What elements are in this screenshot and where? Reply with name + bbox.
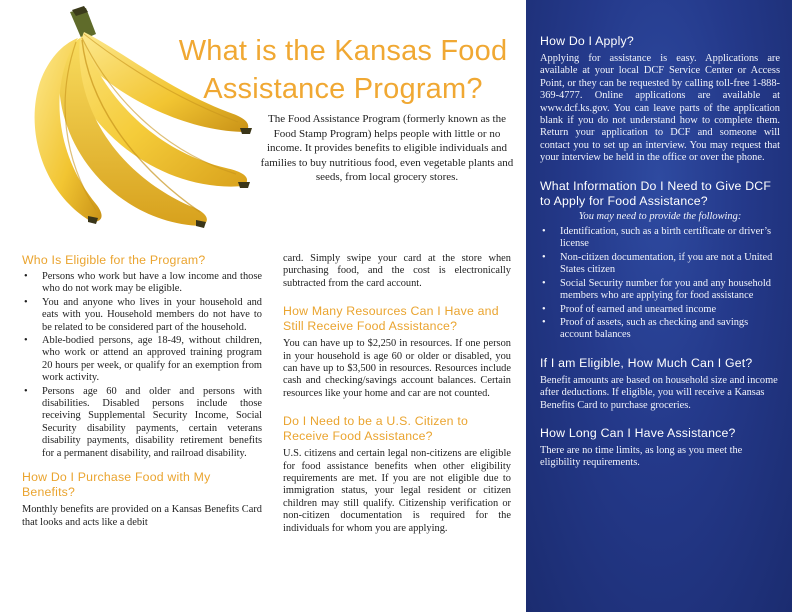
apply-text: Applying for assistance is easy. Applications are available at your local DCF Service Center or Access Point, or they can be requested by calling toll-free 1-888-369-4777. Online applications are available at www.dcf.ks.gov. You can leave parts of the application blank if you do not understand how to complete them. Return your application to DCF and someone will contact you to set up an interview. You may request that your interview be held in the office or over the phone. [540,53,780,164]
intro-paragraph: The Food Assistance Program (formerly known as the Food Stamp Program) helps people with little or no income. It provides benefits to eligible individuals and families to buy nutritious food, even vegetable plants and seeds, from local grocery stores. [260,113,514,184]
how-long-heading: How Long Can I Have Assistance? [540,425,736,440]
how-long-text: There are no time limits, as long as you meet the eligibility requirements. [540,444,743,469]
how-much-text: Benefit amounts are based on household size and income after deductions. If eligible, you will receive a Kansas Benefits Card to purchase groceries. [540,374,778,411]
list-item: • Social Security number for you and any household members who are applying for food assistance [540,278,780,303]
eligible-list [22,271,262,460]
list-item: • Proof of earned and unearned income [540,304,780,316]
resources-heading: How Many Resources Can I Have and Still Receive Food Assistance? [283,304,499,334]
list-item: • Identification, such as a birth certificate or driver’s license [540,226,780,251]
list-item: • Proof of assets, such as checking and savings account balances [540,317,780,342]
left-column [22,253,262,529]
info-list [540,226,780,342]
right-panel [526,0,792,612]
page-title: What is the Kansas Food Assistance Program? [178,35,508,105]
citizen-text: U.S. citizens and certain legal non-citizens are eligible for food assistance benefits when other eligibility requirements are met. If you are not eligible due to immigration status, your legal resident or citizen children may still qualify. Citizenship verification or non-citizen documentation is required for the individuals for whom you are applying. [283,448,511,534]
citizen-heading: Do I Need to be a U.S. Citizen to Receive Food Assistance? [283,414,468,444]
how-much-heading: If I am Eligible, How Much Can I Get? [540,355,753,370]
list-item: • Persons age 60 and older and persons with disabilities. Disabled persons include those receiving Supplemental Security Income, Social Security disability payments, certain veterans disability payments, disability retirement benefits for a permanent disability, and railroad disability. [22,386,262,460]
list-item: • You and anyone who lives in your household and eats with you. Household members do not have to be related to be considered part of the household. [22,297,262,334]
info-heading: What Information Do I Need to Give DCF to Apply for Food Assistance? [540,178,772,208]
info-subheading: You may need to provide the following: [578,210,742,222]
list-item: • Persons who work but have a low income and those who do not work may be eligible. [22,271,262,296]
eligible-heading: Who Is Eligible for the Program? [22,253,206,267]
list-item: • Able-bodied persons, age 18-49, without children, who work or attend an approved training program 20 hours per week, or qualify for an exemption from work activity. [22,335,262,385]
resources-text: You can have up to $2,250 in resources. If one person in your household is age 60 or older or disabled, you can have up to $3,500 in resources. Resources include cash and checking/savings account balances. Certain resources like your home and car are not counted. [283,338,511,399]
purchase-text-part2: card. Simply swipe your card at the store when purchasing food, and the cost is electronically subtracted from the card account. [283,253,511,289]
middle-column [283,253,511,535]
list-item: • Non-citizen documentation, if you are not a United States citizen [540,252,780,277]
purchase-text-part1: Monthly benefits are provided on a Kansas Benefits Card that looks and acts like a debit [22,504,262,528]
purchase-heading: How Do I Purchase Food with My Benefits? [22,470,211,500]
apply-heading: How Do I Apply? [540,34,634,48]
